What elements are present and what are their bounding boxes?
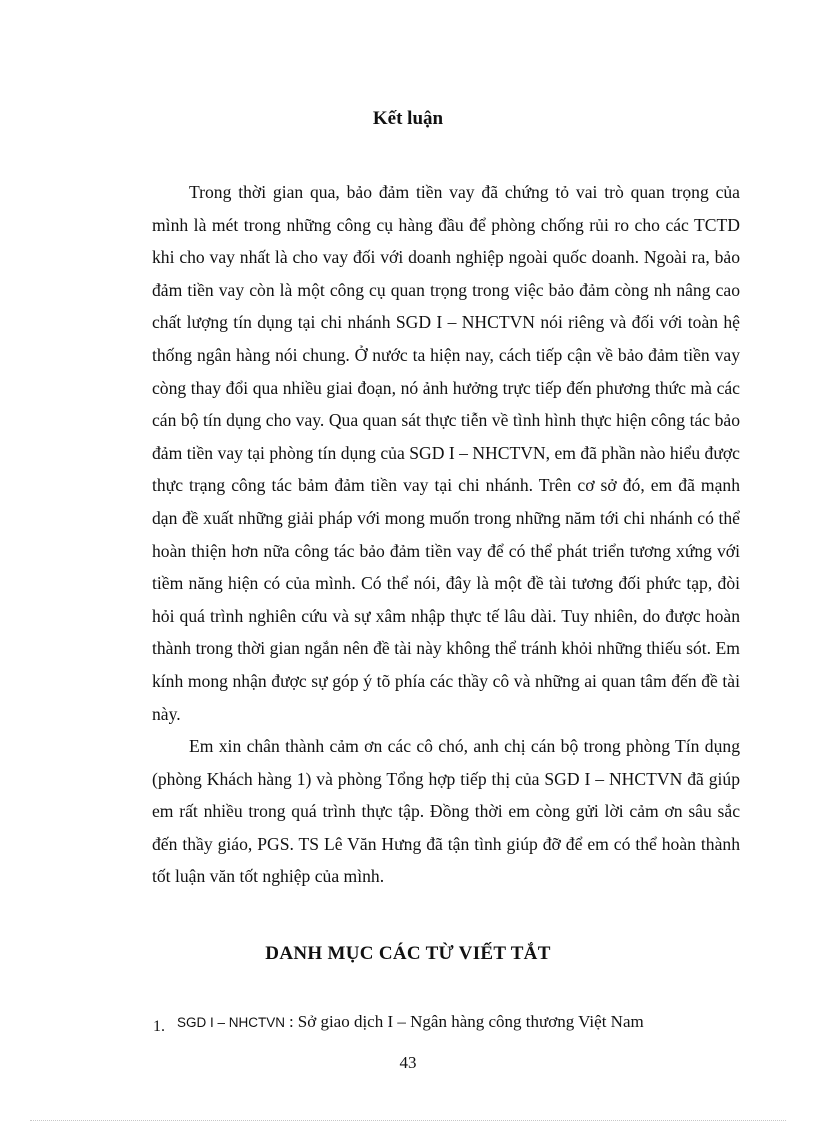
abbreviations-heading: DANH MỤC CÁC TỪ VIẾT TẮT [265, 943, 551, 964]
conclusion-title: Kết luận [372, 108, 444, 129]
conclusion-paragraph-2: Em xin chân thành cảm ơn các cô chó, anh chị cán bộ trong phòng Tín dụng (phòng Khách hàng 1) và phòng Tổng hợp tiếp thị của SGD I – NHCTVN đã giúp em rất nhiều trong quá trình thực tập. Đồng thời em còng gửi lời cảm ơn sâu sắc đến thầy giáo, PGS. TS Lê Văn Hưng đã tận tình giúp đỡ để em có thể hoàn thành tốt luận văn tốt nghiệp của mình. [152, 736, 740, 887]
page-bottom-divider [30, 1120, 786, 1121]
abbreviation-term: SGD I – NHCTVN [177, 1015, 286, 1030]
abbreviation-item [153, 1012, 753, 1035]
abbreviation-definition: Sở giao dịch I – Ngân hàng công thương Việt Nam [297, 1012, 644, 1031]
abbreviations-list [153, 1012, 753, 1035]
page-number: 43 [399, 1053, 417, 1072]
conclusion-body [152, 176, 740, 893]
abbreviation-number: 1. [153, 1018, 165, 1035]
conclusion-paragraph-1: Trong thời gian qua, bảo đảm tiền vay đã chứng tỏ vai trò quan trọng của mình là mét trong những công cụ hàng đầu để phòng chống rủi ro cho các TCTD khi cho vay nhất là cho vay đối với doanh nghiệp ngoài quốc doanh. Ngoài ra, bảo đảm tiền vay còn là một công cụ quan trọng trong việc bảo đảm còng nh nâng cao chất lượng tín dụng tại chi nhánh SGD I – NHCTVN nói riêng và đối với toàn hệ thống ngân hàng nói chung. Ở nước ta hiện nay, cách tiếp cận về bảo đảm tiền vay còng thay đổi qua nhiều giai đoạn, nó ảnh hưởng trực tiếp đến phương thức mà các cán bộ tín dụng cho vay. Qua quan sát thực tiễn về tình hình thực hiện công tác bảo đảm tiền vay tại phòng tín dụng của SGD I – NHCTVN, em đã phần nào hiểu được thực trạng công tác bảm đảm tiền vay tại chi nhánh. Trên cơ sở đó, em đã mạnh dạn đề xuất những giải pháp với mong muốn trong những năm tới chi nhánh có thể hoàn thiện hơn nữa công tác bảo đảm tiền vay để có thể phát triển tương xứng với tiềm năng hiện có của mình. Có thể nói, đây là một đề tài tương đối phức tạp, đòi hỏi quá trình nghiên cứu và sự xâm nhập thực tế lâu dài. Tuy nhiên, do được hoàn thành trong thời gian ngắn nên đề tài này không thể tránh khỏi những thiếu sót. Em kính mong nhận được sự góp ý tõ phía các thầy cô và những ai quan tâm đến đề tài này. [152, 182, 740, 724]
abbreviation-separator: : [289, 1012, 294, 1031]
